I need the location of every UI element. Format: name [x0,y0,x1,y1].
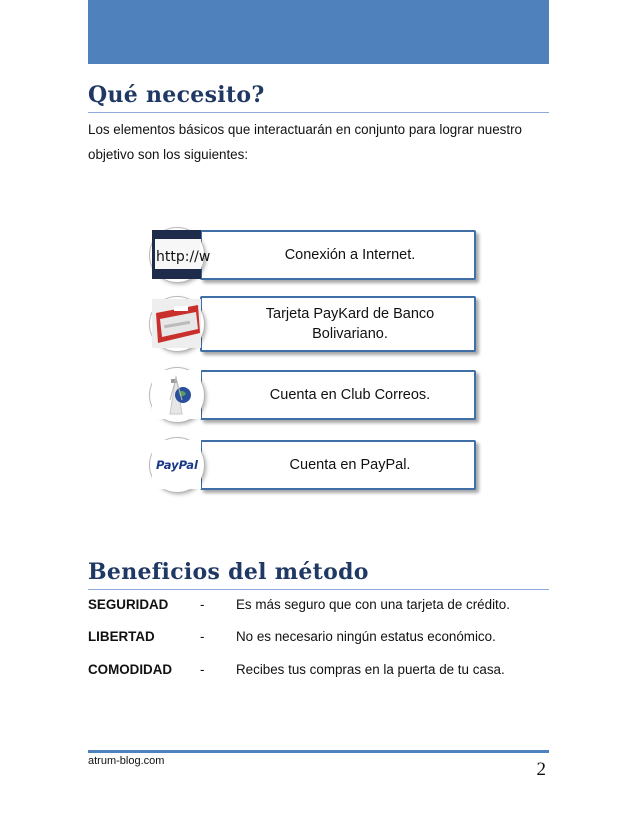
shopping-bag-icon [150,368,204,422]
list-item-club-correos [150,370,476,420]
item-label: Tarjeta PayKard de Banco Bolivariano. [265,306,435,342]
benefit-row-comodidad [88,662,558,682]
section-title-beneficios: Beneficios del método [88,559,369,585]
benefit-desc: Es más seguro que con una tarjeta de crédito. [236,597,510,612]
page-number: 2 [536,759,546,780]
footer-site: atrum-blog.com [88,755,165,767]
http-icon-text: http://w [156,249,211,265]
benefit-desc: No es necesario ningún estatus económico. [236,629,496,644]
benefit-key: COMODIDAD [88,662,173,677]
paypal-logo-icon [150,438,204,492]
http-icon [150,228,211,282]
benefit-dash: - [200,597,205,612]
item-label: Cuenta en Club Correos. [269,387,431,403]
benefit-key: SEGURIDAD [88,597,169,612]
benefit-desc: Recibes tus compras en la puerta de tu casa. [236,662,505,677]
section-rule [88,112,549,113]
intro-paragraph: Los elementos básicos que interactuarán en conjunto para lograr nuestro objetivo son los siguientes: [88,122,522,162]
item-box [200,370,476,420]
list-item-internet [150,230,476,280]
list-item-paykard [150,296,476,352]
item-label: Cuenta en PayPal. [289,457,411,473]
item-box [200,230,476,280]
benefit-dash: - [200,662,205,677]
benefit-row-seguridad [88,597,558,617]
header-band [88,0,549,64]
benefit-key: LIBERTAD [88,629,155,644]
item-box [200,296,476,352]
section-rule [88,589,549,590]
item-label: Conexión a Internet. [284,247,416,263]
item-box [200,440,476,490]
section-title-que-necesito: Qué necesito? [88,82,265,108]
credit-card-icon [150,297,204,351]
benefit-row-libertad [88,629,558,649]
list-item-paypal [150,440,476,490]
benefit-dash: - [200,629,205,644]
footer-rule [88,750,549,753]
paypal-icon-text: PayPal [156,458,198,472]
